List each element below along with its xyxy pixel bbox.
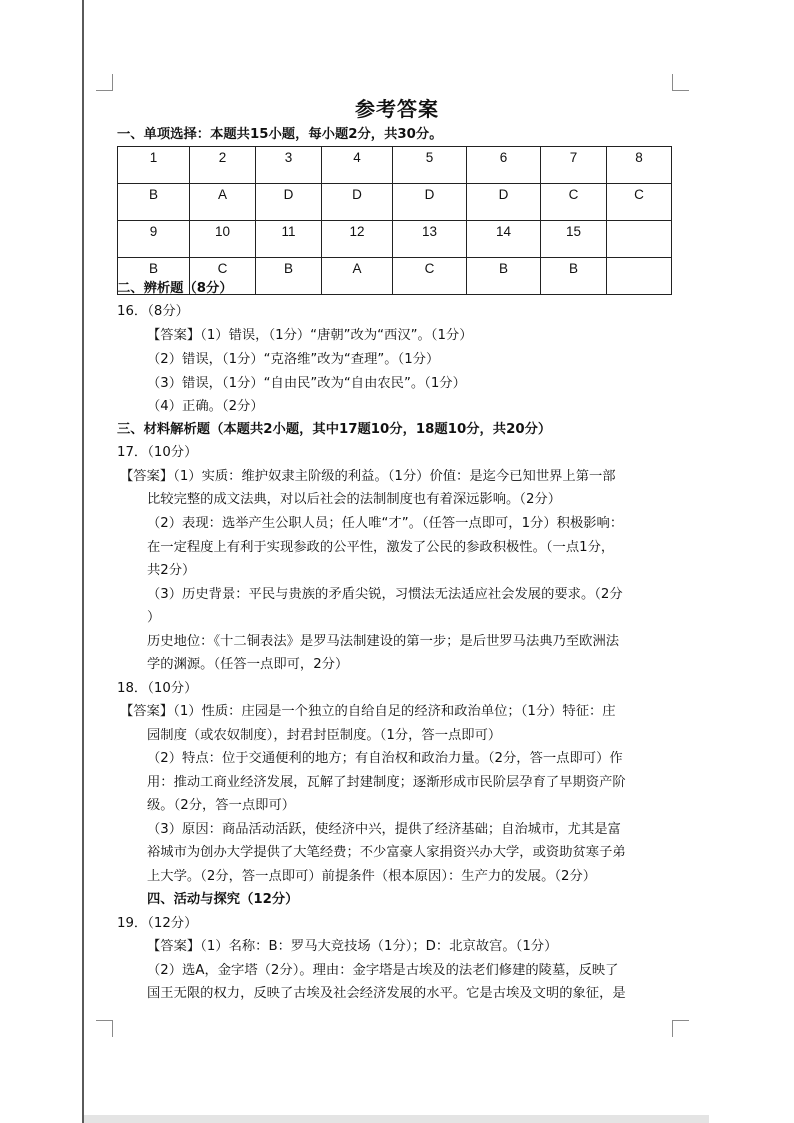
table-cell: D	[467, 184, 541, 221]
crop-mark-top-right	[672, 74, 689, 91]
table-cell: 12	[322, 221, 393, 258]
table-cell: 7	[541, 147, 607, 184]
table-cell: A	[190, 184, 256, 221]
table-cell: B	[541, 258, 607, 295]
table-cell: 14	[467, 221, 541, 258]
table-cell: 5	[393, 147, 467, 184]
answer-line: （2）特点：位于交通便利的地方；有自治权和政治力量。（2分，答一点即可）作	[147, 751, 623, 766]
page-gap	[84, 1115, 709, 1123]
answer-line: 级。（2分，答一点即可）	[147, 798, 296, 813]
table-cell: 3	[256, 147, 322, 184]
table-cell: C	[190, 258, 256, 295]
page-left-edge	[82, 0, 84, 1123]
answer-line: （2）表现：选举产生公职人员；任人唯“才”。（任答一点即可，1分）积极影响：	[147, 516, 624, 531]
table-cell: 9	[118, 221, 190, 258]
table-row	[118, 147, 672, 184]
table-cell: C	[607, 184, 672, 221]
answer-line: （3）错误，（1分）“自由民”改为“自由农民”。（1分）	[147, 376, 466, 391]
table-row	[118, 221, 672, 258]
table-cell: 4	[322, 147, 393, 184]
table-row	[118, 184, 672, 221]
answer-line: 共2分）	[147, 563, 196, 578]
q17-label: 17．（10分）	[117, 445, 198, 460]
answer-line: （2）选A，金字塔（2分）。理由：金字塔是古埃及的法老们修建的陵墓，反映了	[147, 963, 619, 978]
crop-mark-bottom-right	[672, 1020, 689, 1037]
section4-heading: 四、活动与探究（12分）	[147, 892, 299, 907]
table-cell	[607, 221, 672, 258]
table-cell	[607, 258, 672, 295]
answer-line: （3）原因：商品活动活跃，使经济中兴，提供了经济基础；自治城市，尤其是富	[147, 822, 621, 837]
table-cell: 8	[607, 147, 672, 184]
answer-line: 园制度（或农奴制度），封君封臣制度。（1分，答一点即可）	[147, 728, 502, 743]
answer-line: 在一定程度上有利于实现参政的公平性，激发了公民的参政积极性。（一点1分，	[147, 540, 615, 555]
table-cell: B	[118, 258, 190, 295]
table-cell: B	[467, 258, 541, 295]
answer-line: 历史地位：《十二铜表法》是罗马法制建设的第一步；是后世罗马法典乃至欧洲法	[147, 634, 620, 649]
table-cell: B	[118, 184, 190, 221]
table-cell: C	[393, 258, 467, 295]
table-cell: A	[322, 258, 393, 295]
table-cell: D	[256, 184, 322, 221]
section2-heading: 二、辨析题（8分）	[117, 281, 233, 296]
answer-line: 【答案】（1）性质：庄园是一个独立的自给自足的经济和政治单位；（1分）特征：庄	[120, 704, 616, 719]
answer-line: 【答案】（1）名称：B：罗马大竞技场（1分）；D：北京故宫。（1分）	[147, 939, 558, 954]
answer-line: 【答案】（1）错误，（1分）“唐朝”改为“西汉”。（1分）	[147, 328, 473, 343]
table-cell: 6	[467, 147, 541, 184]
table-cell: 2	[190, 147, 256, 184]
q19-label: 19．（12分）	[117, 916, 198, 931]
table-cell: C	[541, 184, 607, 221]
answer-line: 上大学。（2分，答一点即可）前提条件（根本原因）：生产力的发展。（2分）	[147, 869, 597, 884]
table-cell: B	[256, 258, 322, 295]
q18-label: 18．（10分）	[117, 681, 198, 696]
crop-mark-top-left	[96, 74, 113, 91]
answer-line: （3）历史背景：平民与贵族的矛盾尖锐，习惯法无法适应社会发展的要求。（2分	[147, 587, 623, 602]
answer-line: （2）错误，（1分）“克洛维”改为“查理”。（1分）	[147, 352, 440, 367]
crop-mark-bottom-left	[96, 1020, 113, 1037]
table-cell: D	[393, 184, 467, 221]
table-cell: 13	[393, 221, 467, 258]
answer-line: （4）正确。（2分）	[147, 399, 264, 414]
table-cell: D	[322, 184, 393, 221]
q16-label: 16．（8分）	[117, 304, 189, 319]
answer-line: 【答案】（1）实质：维护奴隶主阶级的利益。（1分）价值：是迄今已知世界上第一部	[120, 469, 616, 484]
table-cell: 10	[190, 221, 256, 258]
answer-line: 国王无限的权力，反映了古埃及社会经济发展的水平。它是古埃及文明的象征，是	[147, 986, 626, 1001]
answer-line: ）	[147, 610, 161, 625]
answer-line: 学的渊源。（任答一点即可，2分）	[147, 657, 349, 672]
table-cell: 15	[541, 221, 607, 258]
table-cell: 11	[256, 221, 322, 258]
section3-heading: 三、材料解析题（本题共2小题，其中17题10分，18题10分，共20分）	[117, 422, 552, 437]
answer-table	[117, 146, 672, 295]
table-cell: 1	[118, 147, 190, 184]
answer-line: 裕城市为创办大学提供了大笔经费；不少富豪人家捐资兴办大学，或资助贫寒子弟	[147, 845, 626, 860]
page-title: 参考答案	[355, 97, 439, 121]
answer-line: 比较完整的成文法典，对以后社会的法制制度也有着深远影响。（2分）	[147, 492, 562, 507]
answer-line: 用：推动工商业经济发展，瓦解了封建制度；逐渐形成市民阶层孕育了早期资产阶	[147, 775, 626, 790]
section1-heading: 一、单项选择：本题共15小题，每小题2分，共30分。	[117, 127, 443, 142]
